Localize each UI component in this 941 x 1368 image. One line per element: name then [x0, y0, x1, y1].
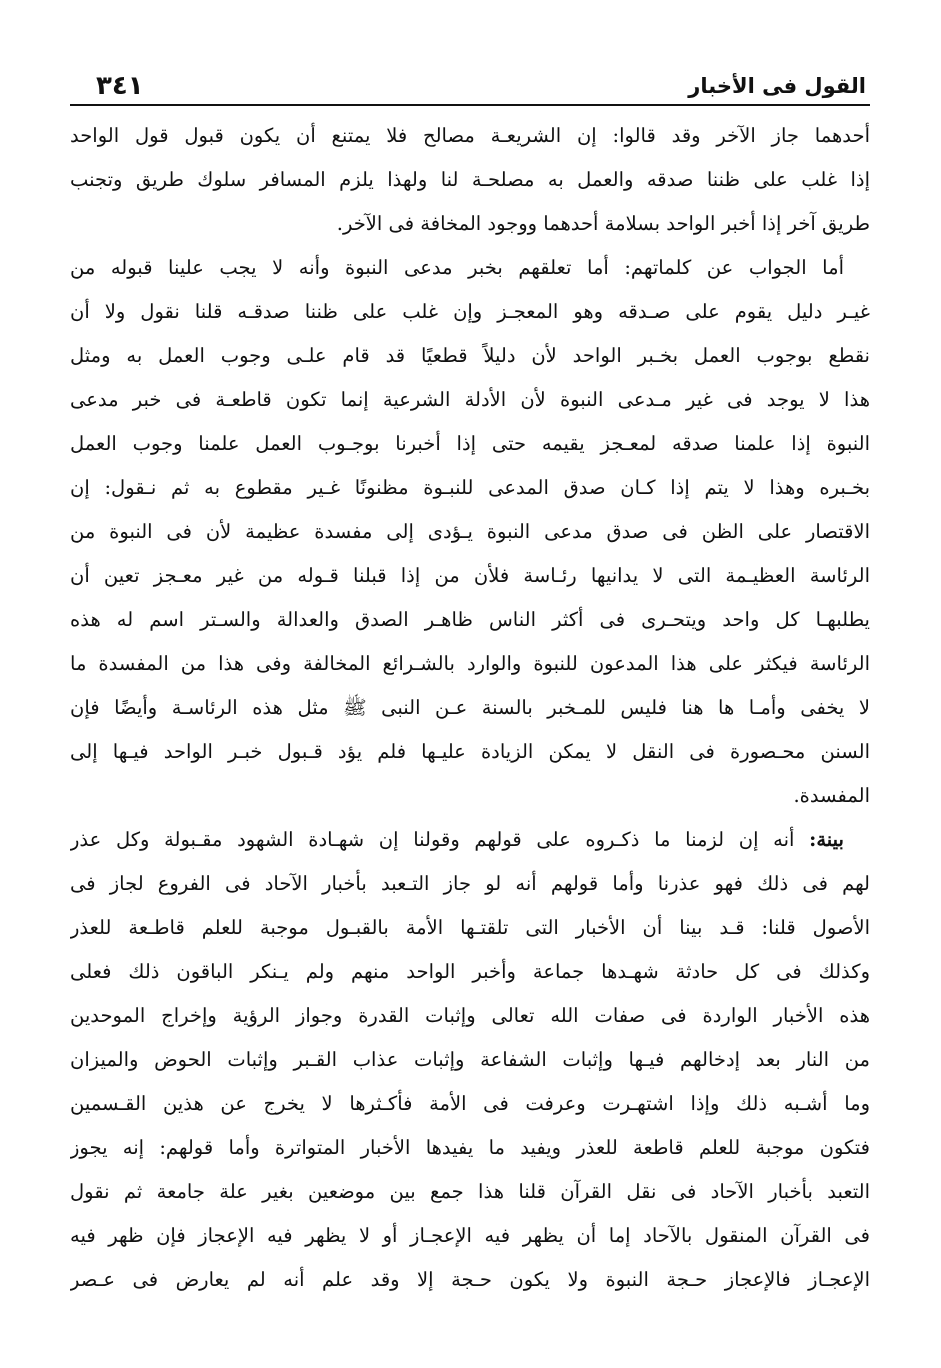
- text-line: [70, 818, 870, 862]
- paragraph-2: [70, 246, 870, 818]
- text-line: الأصول قلنا: قـد بينا أن الأخبار التى تلقتـها الأمة بالقبـول موجبة للعلم قاطـعة للعذر: [70, 916, 870, 939]
- text-line: أحدهما جاز الآخر وقد قالوا: إن الشريعـة مصالح فلا يمتنع أن يكون قبول قول الواحد: [70, 124, 870, 147]
- text-line: لا يخفى وأمـا ها هنا فليس للمـخبر بالسنة عـن النبى ﷺ مثل هذه الرئاسـة وأيضًا فإن: [70, 696, 870, 719]
- running-title: القول فى الأخبار: [688, 74, 866, 98]
- text-line: الرئاسة فيكثر على هذا المدعون للنبوة والوارد بالشـرائع المخالفة وفى هذا من المفسدة ما: [70, 652, 870, 675]
- text-line: أما الجواب عن كلماتهم: أما تعلقهم بخبر مدعى النبوة وأنه لا يجب علينا قبوله من: [70, 256, 844, 279]
- text-line: الرئاسة العظيـمة التى لا يدانيها رئـاسة فلأن من إذا قبلنا قـوله من غير معـجز تعين أن: [70, 564, 870, 587]
- body-text: [70, 114, 870, 1302]
- text-line: التعبد بأخبار الآحاد فى نقل القرآن قلنا هذا جمع بين موضعين بغير علة جامعة ثم نقول: [70, 1180, 870, 1203]
- book-page: [70, 58, 870, 1318]
- page-number: ٣٤١: [96, 71, 144, 101]
- paragraph-3: [70, 818, 870, 1302]
- text-line: هذه الأخبار الواردة فى صفات الله تعالى وإثبات القدرة وجواز الرؤية وإخراج الموحدين: [70, 1004, 870, 1027]
- text-line: السنن محـصورة فى النقل لا يمكن الزيادة عليـها فلم يؤد قـبول خبـر الواحد فيـها إلى: [70, 740, 870, 763]
- text-line-rest: أنه إن لزمنا ما ذكـروه على قولهم وقولنا إن شهـادة الشهود مقـبولة وكل عذر: [70, 828, 810, 851]
- text-line: نقطع بوجوب العمل بخـبر الواحد لأن دليلاً قطعيًا قد قام علـى وجوب العمل به ومثل: [70, 344, 870, 367]
- text-line: فتكون موجبة للعلم قاطعة للعذر ويفيد ما يفيدها الأخبار المتواترة وأما قولهم: إنه يجوز: [70, 1136, 870, 1159]
- text-line: وما أشـبه ذلك وإذا اشتهـرت وعرفت فى الأمة فأكـثرها لا يخرج عن هذين القـسمين: [70, 1092, 870, 1115]
- text-line: بخـبره وهذا لا يتم إذا كـان صدق المدعى للنبـوة مظنونًا غـير مقطوع به ثم نـقول: إن: [70, 476, 870, 499]
- text-line: غيـر دليل يقوم على صـدقه وهو المعجـز وإن غلب على ظننا صدقـه قلنا نقول ولا أن: [70, 300, 870, 323]
- text-line: يطلبهـا كل واحد ويتحـرى فى أكثر الناس ظاهـر الصدق والعدالة والسـتر اسم له هذه: [70, 608, 870, 631]
- paragraph-1: [70, 114, 870, 246]
- text-line: الإعجـاز فالإعجاز حـجة النبوة ولا يكون حـجة إلا وقد علم أنه لم يعارض فى عـصر: [70, 1268, 870, 1291]
- text-line: الاقتصار على الظن فى صدق مدعى النبوة يـؤدى إلى مفسدة عظيمة لأن فى النبوة من: [70, 520, 870, 543]
- text-line: هذا لا يوجد فى غير مـدعى النبوة لأن الأدلة الشرعية إنما تكون قاطعـة فى خبر مدعى: [70, 388, 870, 411]
- text-line: وكذلك فى كل حادثة شهـدها جماعة وأخبر الواحد منهم ولم يـنكر الباقون ذلك فعلى: [70, 960, 870, 983]
- text-line: من النار بعد إدخالهم فيـها وإثبات الشفاعة وإثبات عذاب القـبر وإثبات الحوض والميزان: [70, 1048, 870, 1071]
- lead-word: بينة:: [809, 828, 844, 851]
- text-line: المفسدة.: [793, 784, 870, 807]
- text-line: إذا غلب على ظننا صدقه والعمل به مصلحـة لنا ولهذا يلزم المسافر سلوك طريق وتجنب: [70, 168, 870, 191]
- text-line: النبوة إذا علمنا صدقه لمعـجز يقيمه حتى إذا أخبرنا بوجـوب العمل علمنا وجوب العمل: [70, 432, 870, 455]
- text-line: لهم فى ذلك فهو عذرنا وأما قولهم أنه لو جاز التـعبد بأخبار الآحاد فى الفروع لجاز فى: [70, 872, 870, 895]
- text-line: طريق آخر إذا أخبر الواحد بسلامة أحدهما ووجود المخافة فى الآخر.: [336, 212, 870, 235]
- page-header: [70, 58, 870, 106]
- text-line: فى القرآن المنقول بالآحاد إما أن يظهر فيه الإعجـاز أو لا يظهر فيه الإعجاز فإن ظهر فيه: [70, 1224, 870, 1247]
